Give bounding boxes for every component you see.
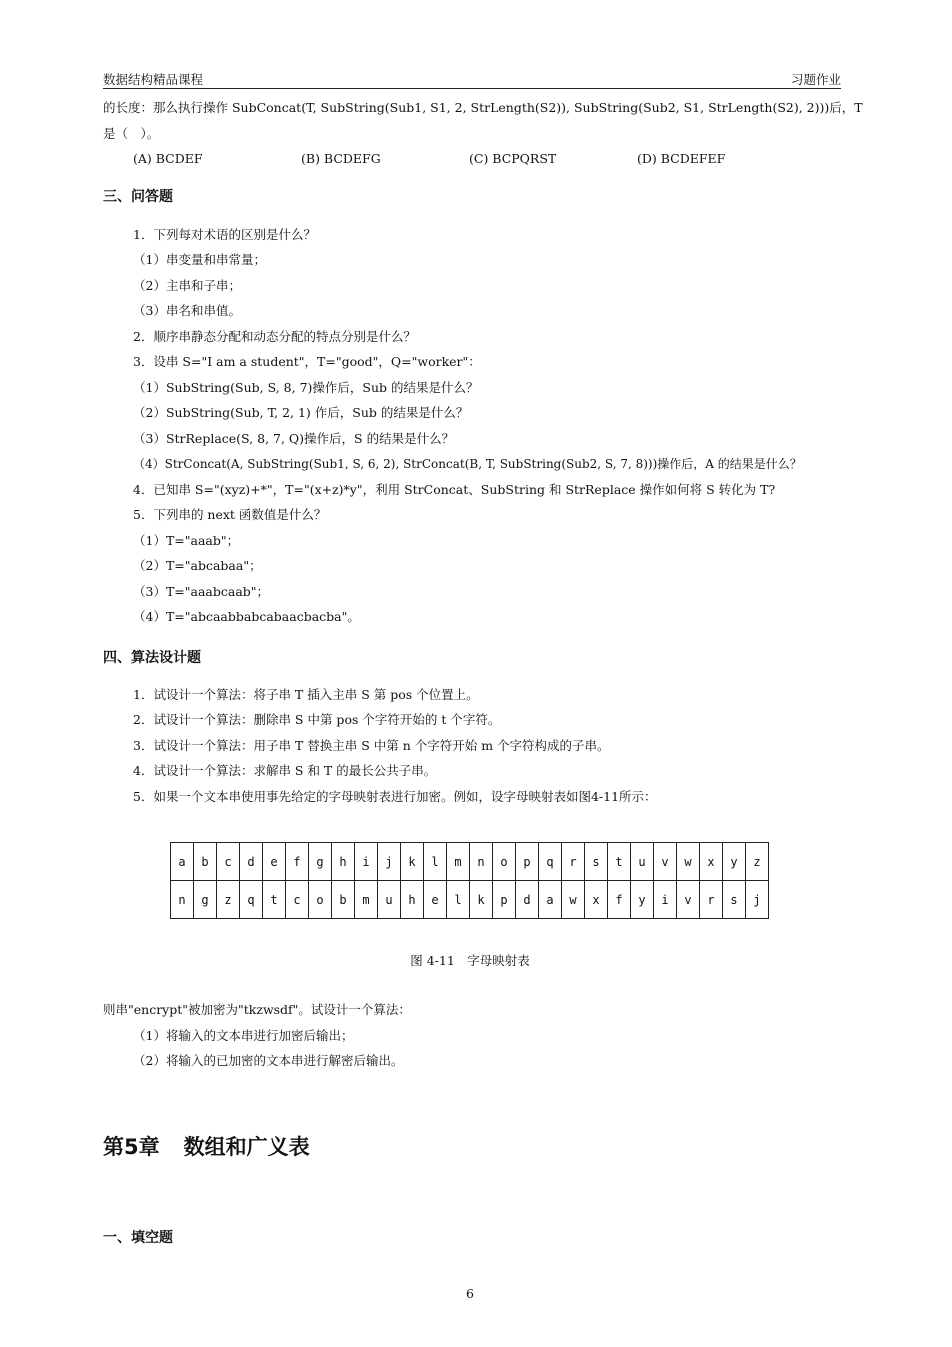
figure-caption: 图 4-11 字母映射表 [410,953,530,968]
s3-line: （3）T="aaabcaab"； [133,584,270,599]
plain-letter-cell: c [217,843,240,881]
after-table-line-1: 则串"encrypt"被加密为"tkzwsdf"。试设计一个算法： [103,1002,411,1017]
cipher-letter-cell: g [194,881,217,919]
cipher-letter-cell: y [631,881,654,919]
cipher-letter-cell: o [309,881,332,919]
plain-letter-cell: x [700,843,723,881]
s3-line: （2）主串和子串； [133,278,241,293]
mapping-row-cipher [171,881,769,919]
page-number: 6 [466,1286,474,1301]
cipher-letter-cell: q [240,881,263,919]
cipher-letter-cell: z [217,881,240,919]
plain-letter-cell: p [516,843,539,881]
cipher-letter-cell: h [401,881,424,919]
chapter-heading [103,1131,310,1161]
option-c: (C) BCPQRST [469,151,557,166]
s3-line: （1）串变量和串常量； [133,252,266,267]
cipher-letter-cell: j [746,881,769,919]
s3-line: （2）SubString(Sub, T, 2, 1) 作后，Sub 的结果是什么？ [133,405,469,420]
header-section-label: 习题作业 [790,72,841,87]
cipher-letter-cell: e [424,881,447,919]
plain-letter-cell: r [562,843,585,881]
s4-line: 4．试设计一个算法：求解串 S 和 T 的最长公共子串。 [133,763,437,778]
s3-line: 1．下列每对术语的区别是什么？ [133,227,316,242]
section-4-heading: 四、算法设计题 [103,650,201,666]
plain-letter-cell: h [332,843,355,881]
cipher-letter-cell: t [263,881,286,919]
s3-line: 4．已知串 S="(xyz)+*"，T="(x+z)*y"，利用 StrConcat、SubString 和 StrReplace 操作如何将 S 转化为 T? [133,482,776,497]
plain-letter-cell: w [677,843,700,881]
plain-letter-cell: y [723,843,746,881]
cipher-letter-cell: u [378,881,401,919]
s3-line: 3．设串 S="I am a student"，T="good"，Q="worker"： [133,354,481,369]
plain-letter-cell: e [263,843,286,881]
s3-line: （4）StrConcat(A, SubString(Sub1, S, 6, 2), StrConcat(B, T, SubString(Sub2, S, 7, 8)))操作后，A 的结果是什么？ [133,457,802,471]
cipher-letter-cell: s [723,881,746,919]
plain-letter-cell: o [493,843,516,881]
cipher-letter-cell: i [654,881,677,919]
s4-line: 3．试设计一个算法：用子串 T 替换主串 S 中第 n 个字符开始 m 个字符构成的子串。 [133,738,610,753]
s3-line: （3）串名和串值。 [133,303,241,318]
plain-letter-cell: g [309,843,332,881]
cipher-letter-cell: w [562,881,585,919]
s3-line: （1）SubString(Sub, S, 8, 7)操作后，Sub 的结果是什么？ [133,380,479,395]
cipher-letter-cell: r [700,881,723,919]
plain-letter-cell: v [654,843,677,881]
mapping-row-plain [171,843,769,881]
plain-letter-cell: t [608,843,631,881]
cipher-letter-cell: c [286,881,309,919]
s4-line: 2．试设计一个算法：删除串 S 中第 pos 个字符开始的 t 个字符。 [133,712,501,727]
s4-line: 1．试设计一个算法：将子串 T 插入主串 S 第 pos 个位置上。 [133,687,479,702]
intro-line-2: 是（ ）。 [103,126,160,141]
letter-mapping-table [170,842,769,919]
cipher-letter-cell: p [493,881,516,919]
chapter-title: 数组和广义表 [183,1135,310,1159]
section-3-heading: 三、问答题 [103,189,173,205]
plain-letter-cell: b [194,843,217,881]
cipher-letter-cell: n [171,881,194,919]
plain-letter-cell: d [240,843,263,881]
s3-line: （2）T="abcabaa"； [133,558,262,573]
plain-letter-cell: l [424,843,447,881]
plain-letter-cell: n [470,843,493,881]
cipher-letter-cell: v [677,881,700,919]
plain-letter-cell: i [355,843,378,881]
option-b: (B) BCDEFG [301,151,381,166]
after-table-line-3: （2）将输入的已加密的文本串进行解密后输出。 [133,1053,404,1068]
after-table-line-2: （1）将输入的文本串进行加密后输出； [133,1028,354,1043]
chapter-number: 第5章 [103,1135,160,1159]
plain-letter-cell: s [585,843,608,881]
cipher-letter-cell: b [332,881,355,919]
plain-letter-cell: m [447,843,470,881]
plain-letter-cell: u [631,843,654,881]
plain-letter-cell: k [401,843,424,881]
cipher-letter-cell: m [355,881,378,919]
plain-letter-cell: j [378,843,401,881]
s3-line: 5．下列串的 next 函数值是什么？ [133,507,327,522]
s4-line: 5．如果一个文本串使用事先给定的字母映射表进行加密。例如，设字母映射表如图4-11所示： [133,789,657,804]
plain-letter-cell: z [746,843,769,881]
s3-line: （3）StrReplace(S, 8, 7, Q)操作后，S 的结果是什么？ [133,431,455,446]
section-1-heading: 一、填空题 [103,1230,173,1246]
cipher-letter-cell: k [470,881,493,919]
header-course-title: 数据结构精品课程 [103,72,204,87]
intro-line-1: 的长度：那么执行操作 SubConcat(T, SubString(Sub1, S1, 2, StrLength(S2)), SubString(Sub2, S1, StrLength(S2), 2)))后，T [103,100,863,115]
cipher-letter-cell: x [585,881,608,919]
cipher-letter-cell: d [516,881,539,919]
option-d: (D) BCDEFEF [637,151,726,166]
cipher-letter-cell: a [539,881,562,919]
cipher-letter-cell: f [608,881,631,919]
s3-line: 2．顺序串静态分配和动态分配的特点分别是什么？ [133,329,416,344]
plain-letter-cell: f [286,843,309,881]
plain-letter-cell: q [539,843,562,881]
s3-line: （4）T="abcaabbabcabaacbacba"。 [133,609,360,624]
cipher-letter-cell: l [447,881,470,919]
option-a: (A) BCDEF [133,151,203,166]
plain-letter-cell: a [171,843,194,881]
s3-line: （1）T="aaab"； [133,533,240,548]
page-header [103,70,841,89]
